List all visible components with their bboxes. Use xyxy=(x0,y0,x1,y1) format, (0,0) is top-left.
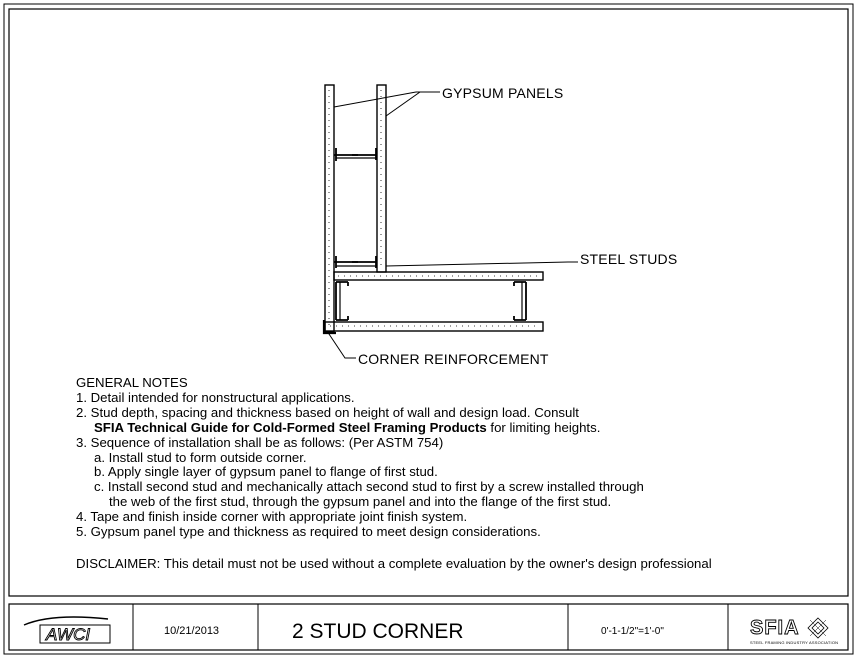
note-3c-line2: the web of the first stud, through the gypsum panel and into the flange of the first stud. xyxy=(109,494,612,510)
leader-lines xyxy=(327,92,578,358)
awci-logo-text: AWCI xyxy=(46,625,91,644)
disclaimer-label: DISCLAIMER: xyxy=(76,556,161,571)
disclaimer-text: This detail must not be used without a complete evaluation by the owner's design professional xyxy=(160,556,712,571)
note-5: 5. Gypsum panel type and thickness as required to meet design considerations. xyxy=(76,524,541,540)
general-notes xyxy=(76,376,816,540)
disclaimer xyxy=(76,556,712,571)
corner-detail xyxy=(324,85,543,333)
drawing-title: 2 STUD CORNER xyxy=(292,620,464,643)
callout-corner-reinforcement: CORNER REINFORCEMENT xyxy=(358,351,549,367)
note-3c-line1: c. Install second stud and mechanically attach second stud to first by a screw installed through xyxy=(94,479,644,495)
note-1: 1. Detail intended for nonstructural applications. xyxy=(76,389,355,405)
notes-heading: GENERAL NOTES xyxy=(76,375,188,390)
stud-vertical xyxy=(334,148,376,268)
note-3: 3. Sequence of installation shall be as follows: (Per ASTM 754) xyxy=(76,434,444,450)
note-2a: 2. Stud depth, spacing and thickness based on height of wall and design load. Consult xyxy=(76,404,579,420)
sfia-logo-subtitle: STEEL FRAMING INDUSTRY ASSOCIATION xyxy=(750,640,839,645)
drawing-scale: 0'-1-1/2"=1'-0" xyxy=(601,626,664,637)
sfia-logo xyxy=(748,614,840,648)
note-3a: a. Install stud to form outside corner. xyxy=(94,449,307,465)
sfia-logo-text: SFIA xyxy=(750,617,800,639)
note-3b: b. Apply single layer of gypsum panel to flange of first stud. xyxy=(94,464,438,480)
drawing-date: 10/21/2013 xyxy=(164,625,220,637)
callout-gypsum-panels: GYPSUM PANELS xyxy=(442,85,564,101)
awci-logo xyxy=(22,615,112,647)
note-4: 4. Tape and finish inside corner with appropriate joint finish system. xyxy=(76,509,468,525)
callout-steel-studs: STEEL STUDS xyxy=(580,251,678,267)
note-2b-rest: for limiting heights. xyxy=(486,419,601,435)
note-2b-bold: SFIA Technical Guide for Cold-Formed Steel Framing Products xyxy=(94,419,487,435)
stud-horizontal xyxy=(336,282,526,320)
note-2b xyxy=(76,421,816,436)
